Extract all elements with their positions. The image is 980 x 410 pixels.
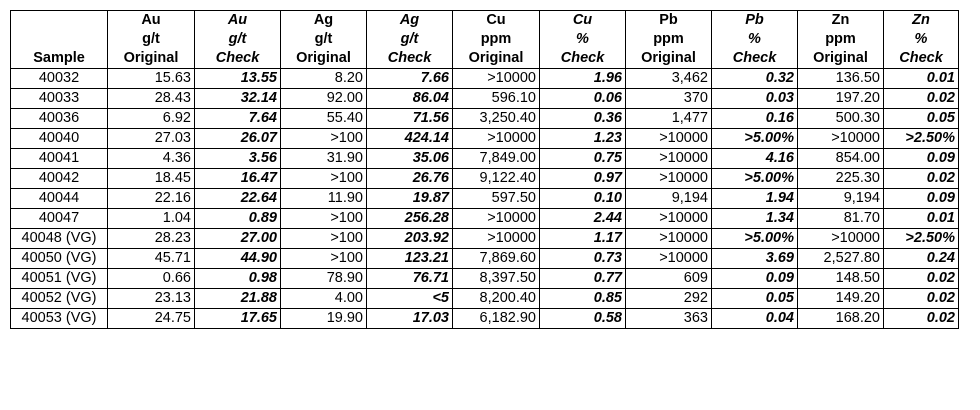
original-value-cell: 596.10 (453, 89, 540, 109)
column-header-cell: g/t (195, 30, 281, 49)
column-header-cell: % (540, 30, 626, 49)
original-value-cell: 81.70 (798, 209, 884, 229)
column-header-cell: ppm (798, 30, 884, 49)
sample-id-cell: 40050 (VG) (11, 249, 108, 269)
column-header-cell: ppm (626, 30, 712, 49)
original-value-cell: 6,182.90 (453, 309, 540, 329)
original-value-cell: >100 (281, 249, 367, 269)
table-row (11, 109, 959, 129)
sample-id-cell: 40032 (11, 69, 108, 89)
header-row-1 (11, 11, 959, 31)
sample-header-cell: Sample (11, 49, 108, 69)
check-value-cell: 1.17 (540, 229, 626, 249)
column-header-cell: Original (798, 49, 884, 69)
sample-id-cell: 40041 (11, 149, 108, 169)
assay-table-container (10, 10, 959, 329)
sample-id-cell: 40052 (VG) (11, 289, 108, 309)
check-value-cell: 0.02 (884, 89, 959, 109)
original-value-cell: 27.03 (108, 129, 195, 149)
original-value-cell: 31.90 (281, 149, 367, 169)
column-header-cell: Original (281, 49, 367, 69)
check-value-cell: 1.23 (540, 129, 626, 149)
sample-header-cell (11, 30, 108, 49)
column-header-cell: % (712, 30, 798, 49)
sample-id-cell: 40040 (11, 129, 108, 149)
column-header-cell: ppm (453, 30, 540, 49)
table-body (11, 69, 959, 329)
original-value-cell: 1,477 (626, 109, 712, 129)
column-header-cell: Original (453, 49, 540, 69)
original-value-cell: >10000 (626, 209, 712, 229)
original-value-cell: >10000 (453, 129, 540, 149)
check-value-cell: 0.01 (884, 69, 959, 89)
check-value-cell: 0.02 (884, 309, 959, 329)
table-row (11, 309, 959, 329)
column-header-cell: Original (626, 49, 712, 69)
sample-id-cell: 40036 (11, 109, 108, 129)
original-value-cell: >100 (281, 129, 367, 149)
original-value-cell: >10000 (798, 229, 884, 249)
original-value-cell: 1.04 (108, 209, 195, 229)
table-row (11, 269, 959, 289)
original-value-cell: 3,462 (626, 69, 712, 89)
original-value-cell: >10000 (453, 209, 540, 229)
original-value-cell: 7,869.60 (453, 249, 540, 269)
column-header-cell: Ag (367, 11, 453, 31)
column-header-cell: Pb (712, 11, 798, 31)
check-value-cell: 32.14 (195, 89, 281, 109)
check-value-cell: >5.00% (712, 129, 798, 149)
original-value-cell: 4.00 (281, 289, 367, 309)
original-value-cell: 500.30 (798, 109, 884, 129)
check-value-cell: 26.07 (195, 129, 281, 149)
check-value-cell: 71.56 (367, 109, 453, 129)
original-value-cell: 18.45 (108, 169, 195, 189)
column-header-cell: g/t (367, 30, 453, 49)
column-header-cell: Cu (540, 11, 626, 31)
sample-id-cell: 40033 (11, 89, 108, 109)
column-header-cell: Zn (884, 11, 959, 31)
check-value-cell: 0.77 (540, 269, 626, 289)
column-header-cell: Check (540, 49, 626, 69)
original-value-cell: 8,397.50 (453, 269, 540, 289)
sample-id-cell: 40051 (VG) (11, 269, 108, 289)
check-value-cell: 0.24 (884, 249, 959, 269)
check-value-cell: 1.94 (712, 189, 798, 209)
check-value-cell: 0.02 (884, 269, 959, 289)
original-value-cell: 0.66 (108, 269, 195, 289)
original-value-cell: 15.63 (108, 69, 195, 89)
check-value-cell: 0.97 (540, 169, 626, 189)
original-value-cell: 78.90 (281, 269, 367, 289)
original-value-cell: 9,194 (798, 189, 884, 209)
check-value-cell: 0.09 (884, 149, 959, 169)
original-value-cell: 225.30 (798, 169, 884, 189)
column-header-cell: g/t (108, 30, 195, 49)
original-value-cell: 24.75 (108, 309, 195, 329)
column-header-cell: Au (108, 11, 195, 31)
original-value-cell: 609 (626, 269, 712, 289)
original-value-cell: 19.90 (281, 309, 367, 329)
sample-id-cell: 40053 (VG) (11, 309, 108, 329)
original-value-cell: >100 (281, 169, 367, 189)
check-value-cell: 0.85 (540, 289, 626, 309)
check-value-cell: 27.00 (195, 229, 281, 249)
check-value-cell: 0.02 (884, 289, 959, 309)
check-value-cell: 4.16 (712, 149, 798, 169)
table-row (11, 169, 959, 189)
original-value-cell: 11.90 (281, 189, 367, 209)
sample-header-cell (11, 11, 108, 31)
check-value-cell: 203.92 (367, 229, 453, 249)
check-value-cell: 0.98 (195, 269, 281, 289)
original-value-cell: 854.00 (798, 149, 884, 169)
check-value-cell: 256.28 (367, 209, 453, 229)
sample-id-cell: 40048 (VG) (11, 229, 108, 249)
check-value-cell: 424.14 (367, 129, 453, 149)
original-value-cell: 197.20 (798, 89, 884, 109)
check-value-cell: 0.09 (712, 269, 798, 289)
table-row (11, 249, 959, 269)
check-value-cell: 26.76 (367, 169, 453, 189)
original-value-cell: 92.00 (281, 89, 367, 109)
check-value-cell: 21.88 (195, 289, 281, 309)
original-value-cell: 7,849.00 (453, 149, 540, 169)
check-value-cell: 0.58 (540, 309, 626, 329)
column-header-cell: Cu (453, 11, 540, 31)
column-header-cell: % (884, 30, 959, 49)
original-value-cell: 4.36 (108, 149, 195, 169)
check-value-cell: 3.56 (195, 149, 281, 169)
check-value-cell: 17.65 (195, 309, 281, 329)
column-header-cell: Check (367, 49, 453, 69)
original-value-cell: >10000 (798, 129, 884, 149)
column-header-cell: Zn (798, 11, 884, 31)
original-value-cell: 6.92 (108, 109, 195, 129)
column-header-cell: Pb (626, 11, 712, 31)
check-value-cell: 1.96 (540, 69, 626, 89)
original-value-cell: 148.50 (798, 269, 884, 289)
table-row (11, 229, 959, 249)
original-value-cell: >10000 (453, 229, 540, 249)
check-value-cell: 2.44 (540, 209, 626, 229)
check-value-cell: 7.64 (195, 109, 281, 129)
original-value-cell: 136.50 (798, 69, 884, 89)
check-value-cell: 7.66 (367, 69, 453, 89)
column-header-cell: Original (108, 49, 195, 69)
check-value-cell: 0.01 (884, 209, 959, 229)
sample-id-cell: 40042 (11, 169, 108, 189)
check-value-cell: >5.00% (712, 169, 798, 189)
table-row (11, 89, 959, 109)
column-header-cell: Ag (281, 11, 367, 31)
original-value-cell: 292 (626, 289, 712, 309)
check-value-cell: 0.75 (540, 149, 626, 169)
table-row (11, 149, 959, 169)
original-value-cell: 3,250.40 (453, 109, 540, 129)
sample-id-cell: 40047 (11, 209, 108, 229)
column-header-cell: Check (712, 49, 798, 69)
check-value-cell: 0.36 (540, 109, 626, 129)
header-row-3 (11, 49, 959, 69)
original-value-cell: 597.50 (453, 189, 540, 209)
header-row-2 (11, 30, 959, 49)
check-value-cell: 0.32 (712, 69, 798, 89)
check-value-cell: 123.21 (367, 249, 453, 269)
table-row (11, 69, 959, 89)
check-value-cell: 17.03 (367, 309, 453, 329)
table-header (11, 11, 959, 69)
original-value-cell: >100 (281, 209, 367, 229)
original-value-cell: >10000 (626, 129, 712, 149)
column-header-cell: Check (195, 49, 281, 69)
check-value-cell: 0.03 (712, 89, 798, 109)
assay-comparison-table (10, 10, 959, 329)
check-value-cell: 0.06 (540, 89, 626, 109)
original-value-cell: 2,527.80 (798, 249, 884, 269)
check-value-cell: 13.55 (195, 69, 281, 89)
original-value-cell: 370 (626, 89, 712, 109)
original-value-cell: 45.71 (108, 249, 195, 269)
original-value-cell: >10000 (626, 149, 712, 169)
original-value-cell: 8,200.40 (453, 289, 540, 309)
original-value-cell: >10000 (626, 229, 712, 249)
check-value-cell: 22.64 (195, 189, 281, 209)
check-value-cell: 0.05 (712, 289, 798, 309)
check-value-cell: 44.90 (195, 249, 281, 269)
original-value-cell: 28.23 (108, 229, 195, 249)
original-value-cell: >10000 (626, 249, 712, 269)
check-value-cell: 0.05 (884, 109, 959, 129)
original-value-cell: 9,194 (626, 189, 712, 209)
check-value-cell: 0.10 (540, 189, 626, 209)
check-value-cell: 0.02 (884, 169, 959, 189)
original-value-cell: 22.16 (108, 189, 195, 209)
check-value-cell: 3.69 (712, 249, 798, 269)
original-value-cell: >10000 (453, 69, 540, 89)
check-value-cell: 86.04 (367, 89, 453, 109)
original-value-cell: 28.43 (108, 89, 195, 109)
column-header-cell: Check (884, 49, 959, 69)
original-value-cell: 23.13 (108, 289, 195, 309)
original-value-cell: 55.40 (281, 109, 367, 129)
table-row (11, 209, 959, 229)
sample-id-cell: 40044 (11, 189, 108, 209)
original-value-cell: 363 (626, 309, 712, 329)
check-value-cell: 76.71 (367, 269, 453, 289)
original-value-cell: 168.20 (798, 309, 884, 329)
check-value-cell: <5 (367, 289, 453, 309)
check-value-cell: 0.89 (195, 209, 281, 229)
original-value-cell: >10000 (626, 169, 712, 189)
check-value-cell: 0.73 (540, 249, 626, 269)
check-value-cell: 0.16 (712, 109, 798, 129)
check-value-cell: >2.50% (884, 229, 959, 249)
check-value-cell: 0.04 (712, 309, 798, 329)
original-value-cell: 9,122.40 (453, 169, 540, 189)
check-value-cell: 19.87 (367, 189, 453, 209)
table-row (11, 289, 959, 309)
original-value-cell: 149.20 (798, 289, 884, 309)
check-value-cell: >5.00% (712, 229, 798, 249)
check-value-cell: 0.09 (884, 189, 959, 209)
check-value-cell: 1.34 (712, 209, 798, 229)
column-header-cell: g/t (281, 30, 367, 49)
original-value-cell: >100 (281, 229, 367, 249)
column-header-cell: Au (195, 11, 281, 31)
original-value-cell: 8.20 (281, 69, 367, 89)
table-row (11, 129, 959, 149)
check-value-cell: 16.47 (195, 169, 281, 189)
check-value-cell: 35.06 (367, 149, 453, 169)
table-row (11, 189, 959, 209)
check-value-cell: >2.50% (884, 129, 959, 149)
